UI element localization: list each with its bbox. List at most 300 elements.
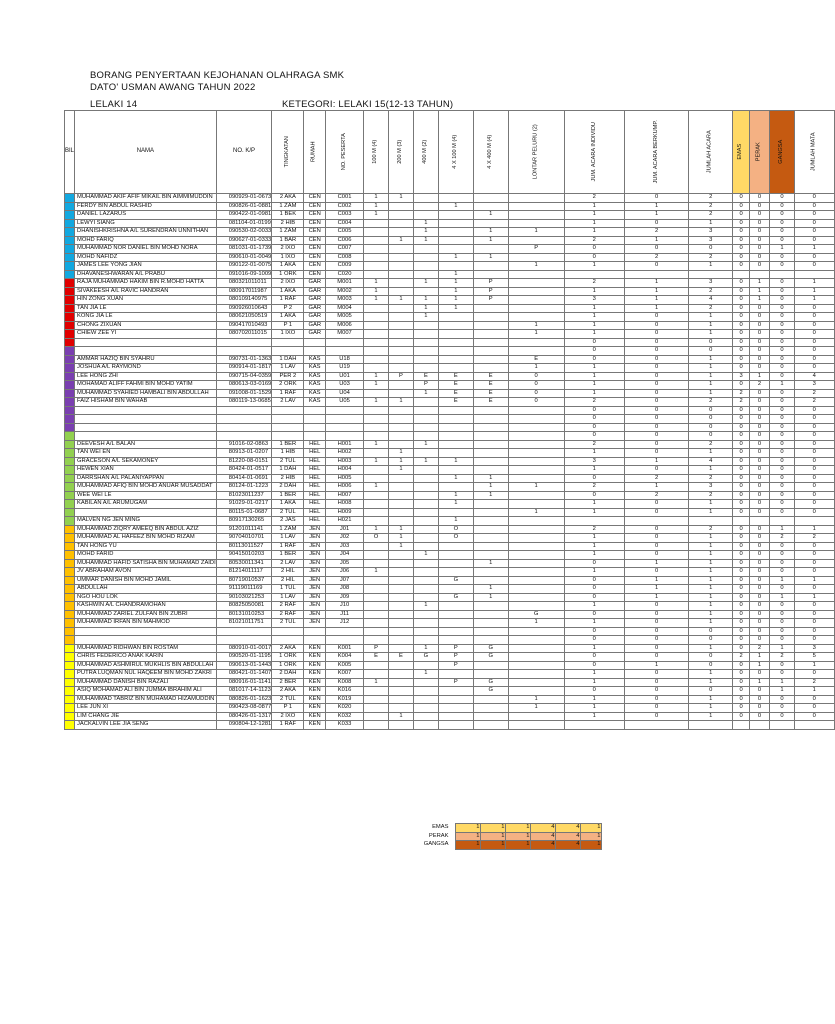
table-cell	[508, 347, 564, 356]
table-cell	[364, 627, 389, 636]
table-cell	[364, 500, 389, 509]
table-cell	[473, 517, 508, 526]
table-cell: UMMAR DANISH BIN MOHD JAMIL	[75, 576, 217, 585]
table-cell	[364, 636, 389, 645]
table-cell: 80131010253	[216, 610, 272, 619]
table-cell	[65, 347, 75, 356]
table-cell	[65, 712, 75, 721]
table-cell: 0	[624, 449, 688, 458]
table-cell: M003	[325, 296, 363, 305]
table-cell: 0	[624, 389, 688, 398]
table-cell: 1	[389, 398, 414, 407]
table-cell	[364, 330, 389, 339]
table-cell	[65, 219, 75, 228]
table-cell	[364, 610, 389, 619]
table-cell	[413, 508, 438, 517]
table-cell	[508, 466, 564, 475]
table-cell: DEEVESH A/L BALAN	[75, 440, 217, 449]
table-cell: 3	[689, 236, 733, 245]
table-cell: 0	[750, 389, 770, 398]
table-cell: 0	[564, 661, 624, 670]
table-cell: 91201011141	[216, 525, 272, 534]
table-cell: 0	[624, 636, 688, 645]
table-cell	[364, 474, 389, 483]
table-cell: 1	[413, 296, 438, 305]
table-cell	[389, 644, 414, 653]
table-row	[65, 695, 835, 704]
table-cell: 1	[564, 619, 624, 628]
table-cell: 0	[750, 202, 770, 211]
table-cell: 0	[750, 704, 770, 713]
table-cell: 2	[733, 398, 750, 407]
table-cell: E	[438, 372, 473, 381]
table-cell: 0	[794, 228, 834, 237]
table-cell	[413, 542, 438, 551]
column-header	[413, 111, 438, 194]
table-cell: 0	[624, 321, 688, 330]
table-cell: 0	[689, 338, 733, 347]
table-cell: SIVAKEESH A/L RAVIC HANDRAN	[75, 287, 217, 296]
table-cell: J10	[325, 602, 363, 611]
table-cell: 1	[364, 678, 389, 687]
table-cell: 0	[624, 313, 688, 322]
table-cell: 2 DAH	[272, 670, 304, 679]
table-row	[65, 712, 835, 721]
table-row	[65, 483, 835, 492]
table-cell: K001	[325, 644, 363, 653]
table-cell	[794, 517, 834, 526]
table-cell: GRACESON A/L SEKAMONEY	[75, 457, 217, 466]
table-cell	[364, 661, 389, 670]
table-cell	[508, 678, 564, 687]
table-cell	[413, 678, 438, 687]
table-cell: 1	[770, 525, 795, 534]
table-cell	[794, 721, 834, 730]
table-cell: 1	[689, 712, 733, 721]
table-cell: 2	[689, 491, 733, 500]
table-cell	[413, 245, 438, 254]
table-cell	[508, 602, 564, 611]
table-cell: 0	[794, 636, 834, 645]
table-cell: 1	[564, 262, 624, 271]
table-cell: O	[364, 534, 389, 543]
table-cell	[413, 347, 438, 356]
table-cell	[438, 338, 473, 347]
table-cell: 1	[689, 585, 733, 594]
column-header-label: LONTAR PELURU (2)	[532, 124, 539, 180]
table-cell: JEN	[304, 534, 326, 543]
table-cell	[364, 576, 389, 585]
table-cell: 0	[564, 585, 624, 594]
table-cell	[473, 670, 508, 679]
table-row	[65, 236, 835, 245]
table-cell	[473, 449, 508, 458]
table-row	[65, 211, 835, 220]
table-cell	[413, 491, 438, 500]
table-cell: 0	[733, 542, 750, 551]
table-cell	[508, 219, 564, 228]
table-cell: 0	[624, 619, 688, 628]
table-cell: 0	[624, 466, 688, 475]
table-cell: P	[473, 296, 508, 305]
table-cell: 1 RAF	[272, 542, 304, 551]
table-cell: 1	[689, 355, 733, 364]
table-cell: CHONG ZIXUAN	[75, 321, 217, 330]
table-row	[65, 653, 835, 662]
table-cell: 2 LAV	[272, 398, 304, 407]
table-cell: P	[413, 381, 438, 390]
table-cell	[389, 508, 414, 517]
table-cell: P 2	[272, 304, 304, 313]
table-cell	[473, 423, 508, 432]
table-cell: 0	[733, 483, 750, 492]
table-cell: ABDULLAH	[75, 585, 217, 594]
table-row	[65, 355, 835, 364]
table-cell	[413, 483, 438, 492]
table-cell: 1 ORK	[272, 653, 304, 662]
table-cell	[65, 262, 75, 271]
table-cell: 0	[770, 415, 795, 424]
table-cell	[473, 304, 508, 313]
table-cell	[473, 457, 508, 466]
table-row	[65, 542, 835, 551]
table-cell	[413, 287, 438, 296]
table-cell	[65, 372, 75, 381]
table-cell: 2 AKA	[272, 644, 304, 653]
table-cell: 1	[689, 610, 733, 619]
table-cell	[438, 347, 473, 356]
table-cell	[389, 219, 414, 228]
table-cell: 1	[689, 313, 733, 322]
table-cell	[438, 440, 473, 449]
table-cell: 5	[794, 653, 834, 662]
table-cell: 0	[750, 449, 770, 458]
table-cell: HEL	[304, 474, 326, 483]
table-cell: 0	[750, 627, 770, 636]
table-cell: 0	[624, 644, 688, 653]
table-cell: 0	[733, 296, 750, 305]
table-cell	[65, 593, 75, 602]
table-cell: MUHAMMAD ASHMIRUL MUKHLIS BIN ABDULLAH	[75, 661, 217, 670]
table-cell: G	[473, 653, 508, 662]
table-cell	[65, 483, 75, 492]
table-cell: 0	[750, 228, 770, 237]
table-cell	[750, 270, 770, 279]
table-cell: K005	[325, 661, 363, 670]
table-cell: 1 IXO	[272, 253, 304, 262]
table-row	[65, 389, 835, 398]
table-cell: 080109140975	[216, 296, 272, 305]
table-cell: 0	[624, 406, 688, 415]
table-cell: MUHAMMAD ZARIEL ZULFAN BIN ZUBRI	[75, 610, 217, 619]
table-cell	[413, 619, 438, 628]
table-cell: 1 BER	[272, 440, 304, 449]
table-cell: 0	[564, 423, 624, 432]
table-cell	[65, 415, 75, 424]
table-cell	[689, 517, 733, 526]
table-cell: C004	[325, 219, 363, 228]
table-cell: 090926010643	[216, 304, 272, 313]
column-header	[794, 111, 834, 194]
table-cell: 0	[794, 500, 834, 509]
table-cell	[65, 228, 75, 237]
table-cell: 1	[389, 296, 414, 305]
table-cell: 0	[770, 389, 795, 398]
table-cell	[438, 211, 473, 220]
table-cell: 1	[564, 321, 624, 330]
table-cell: 0	[794, 508, 834, 517]
table-cell: 0	[624, 627, 688, 636]
table-cell	[364, 491, 389, 500]
summary-value: 1	[580, 824, 601, 833]
table-cell: NGO HOU LOK	[75, 593, 217, 602]
table-cell	[364, 270, 389, 279]
table-cell: 0	[508, 389, 564, 398]
table-cell: G	[438, 576, 473, 585]
table-cell: HEL	[304, 449, 326, 458]
table-cell: MUHAMMAD TABRIZ BIN MUHAMAD HIZAMUDDIN	[75, 695, 217, 704]
table-cell: 0	[624, 534, 688, 543]
table-cell	[508, 423, 564, 432]
table-cell	[364, 236, 389, 245]
table-cell	[413, 270, 438, 279]
table-cell: 0	[770, 712, 795, 721]
table-cell: P 1	[272, 704, 304, 713]
table-cell: 0	[624, 525, 688, 534]
table-cell: 81214011117	[216, 568, 272, 577]
table-cell: 2	[794, 678, 834, 687]
column-header	[216, 111, 272, 194]
table-cell: 1 LAV	[272, 364, 304, 373]
table-cell: 1	[564, 602, 624, 611]
table-row	[65, 619, 835, 628]
table-cell: 1	[389, 525, 414, 534]
table-cell: 0	[564, 253, 624, 262]
table-cell: 1	[564, 644, 624, 653]
summary-row	[380, 832, 601, 841]
table-cell: 1	[413, 551, 438, 560]
table-cell: 1	[364, 202, 389, 211]
table-cell: HEWEN XIAN	[75, 466, 217, 475]
table-cell	[413, 534, 438, 543]
table-cell: 2 TUL	[272, 457, 304, 466]
table-cell	[364, 355, 389, 364]
table-cell: 0	[733, 712, 750, 721]
table-cell	[508, 415, 564, 424]
table-cell: DANIEL LAZARUS	[75, 211, 217, 220]
table-cell: 0	[750, 466, 770, 475]
table-cell	[364, 704, 389, 713]
table-cell: 0	[750, 585, 770, 594]
column-header-label: NO. PESERTA	[340, 133, 347, 171]
table-cell	[65, 440, 75, 449]
table-cell: LEWYI SIANG	[75, 219, 217, 228]
table-cell: HEL	[304, 517, 326, 526]
table-cell: 0	[770, 347, 795, 356]
table-cell: 1	[473, 585, 508, 594]
table-cell: RAJA MUHAMMAD HAKIM BIN R.MOHD HATTA	[75, 279, 217, 288]
table-cell: 1	[413, 457, 438, 466]
table-cell	[389, 517, 414, 526]
table-cell: 1	[564, 364, 624, 373]
table-cell: 90103021253	[216, 593, 272, 602]
table-cell	[473, 338, 508, 347]
table-cell	[413, 687, 438, 696]
table-cell: 0	[794, 670, 834, 679]
table-row	[65, 372, 835, 381]
table-cell: 4	[689, 457, 733, 466]
table-cell: 2	[689, 287, 733, 296]
table-cell: 1	[413, 236, 438, 245]
summary-value: 4	[530, 841, 555, 850]
table-cell: 1	[364, 372, 389, 381]
table-cell: 1	[438, 500, 473, 509]
table-cell: 0	[733, 313, 750, 322]
table-cell: 0	[770, 568, 795, 577]
table-cell: KAS	[304, 381, 326, 390]
table-cell: 1	[508, 704, 564, 713]
table-cell: 0	[733, 449, 750, 458]
table-cell: 0	[733, 432, 750, 441]
table-cell: 0	[794, 602, 834, 611]
table-cell: 2	[564, 525, 624, 534]
table-cell: 0	[794, 568, 834, 577]
table-cell: CEN	[304, 270, 326, 279]
table-cell	[364, 313, 389, 322]
table-cell	[438, 602, 473, 611]
table-cell: 1	[624, 483, 688, 492]
table-cell	[65, 695, 75, 704]
table-cell: 0	[794, 559, 834, 568]
table-cell: 1	[438, 270, 473, 279]
table-cell: 2	[624, 474, 688, 483]
table-cell	[473, 262, 508, 271]
table-cell: 1	[564, 372, 624, 381]
table-cell: 2 HIL	[272, 568, 304, 577]
table-cell	[508, 313, 564, 322]
table-cell: 0	[794, 423, 834, 432]
table-row	[65, 321, 835, 330]
table-cell: 0	[794, 338, 834, 347]
table-cell: 1	[689, 330, 733, 339]
table-cell: KEN	[304, 721, 326, 730]
table-cell: 080321011011	[216, 279, 272, 288]
medal-summary	[380, 823, 602, 850]
table-cell: U05	[325, 398, 363, 407]
table-cell: 0	[564, 415, 624, 424]
table-cell: K032	[325, 712, 363, 721]
table-cell	[473, 508, 508, 517]
table-cell	[65, 381, 75, 390]
table-row	[65, 636, 835, 645]
table-cell	[473, 542, 508, 551]
table-cell	[438, 704, 473, 713]
table-cell: 0	[624, 432, 688, 441]
table-cell: 1	[794, 525, 834, 534]
table-cell	[689, 721, 733, 730]
table-cell	[438, 236, 473, 245]
table-cell: 081031-01-1739	[216, 245, 272, 254]
table-cell: C003	[325, 211, 363, 220]
table-cell	[413, 364, 438, 373]
summary-value: 1	[480, 832, 505, 841]
table-cell: 2 TUL	[272, 695, 304, 704]
table-cell: MOHD FARIQ	[75, 236, 217, 245]
table-cell: 0	[794, 551, 834, 560]
table-cell	[438, 712, 473, 721]
table-cell: 1	[438, 202, 473, 211]
table-cell: 0	[794, 474, 834, 483]
column-header	[304, 111, 326, 194]
table-cell: 2	[794, 389, 834, 398]
table-cell	[389, 304, 414, 313]
table-cell: 2 HIL	[272, 576, 304, 585]
table-cell: 1	[508, 483, 564, 492]
table-cell: 0	[750, 576, 770, 585]
table-cell: 1	[770, 644, 795, 653]
table-cell	[438, 568, 473, 577]
table-cell	[389, 474, 414, 483]
table-cell	[733, 270, 750, 279]
table-cell: HEL	[304, 491, 326, 500]
table-cell	[473, 568, 508, 577]
table-row	[65, 661, 835, 670]
table-cell: K020	[325, 704, 363, 713]
table-cell: 0	[770, 406, 795, 415]
table-cell	[508, 406, 564, 415]
table-cell: 1	[364, 457, 389, 466]
table-cell: 0	[750, 551, 770, 560]
table-cell: M002	[325, 287, 363, 296]
table-cell: 0	[564, 627, 624, 636]
column-header-label: RUMAH	[310, 141, 317, 163]
table-cell: 1 AKA	[272, 262, 304, 271]
table-cell: 0	[733, 347, 750, 356]
table-cell: 2 LAV	[272, 559, 304, 568]
table-cell	[438, 687, 473, 696]
table-cell: 2	[624, 491, 688, 500]
table-cell: 0	[770, 610, 795, 619]
table-cell: 1	[689, 262, 733, 271]
table-cell: 1	[413, 228, 438, 237]
table-cell: JEN	[304, 576, 326, 585]
table-cell	[65, 355, 75, 364]
table-cell: 2	[689, 304, 733, 313]
table-cell: 2	[770, 534, 795, 543]
table-cell: JEN	[304, 525, 326, 534]
table-cell: GAR	[304, 279, 326, 288]
table-cell	[364, 347, 389, 356]
table-cell: DHAVANESHWARAN A/L PRABU	[75, 270, 217, 279]
table-cell	[364, 517, 389, 526]
table-cell	[65, 610, 75, 619]
table-cell: 0	[564, 406, 624, 415]
table-cell: K007	[325, 670, 363, 679]
table-cell: 1	[564, 381, 624, 390]
table-cell: GAR	[304, 296, 326, 305]
table-cell: 0	[750, 432, 770, 441]
table-cell: 0	[564, 347, 624, 356]
table-row	[65, 593, 835, 602]
table-cell: H005	[325, 474, 363, 483]
table-cell: 0	[770, 236, 795, 245]
table-cell: 0	[794, 449, 834, 458]
table-cell: 1	[413, 313, 438, 322]
table-cell: 1	[564, 219, 624, 228]
table-cell: 0	[733, 525, 750, 534]
table-cell: P	[438, 644, 473, 653]
table-cell: 1	[473, 483, 508, 492]
